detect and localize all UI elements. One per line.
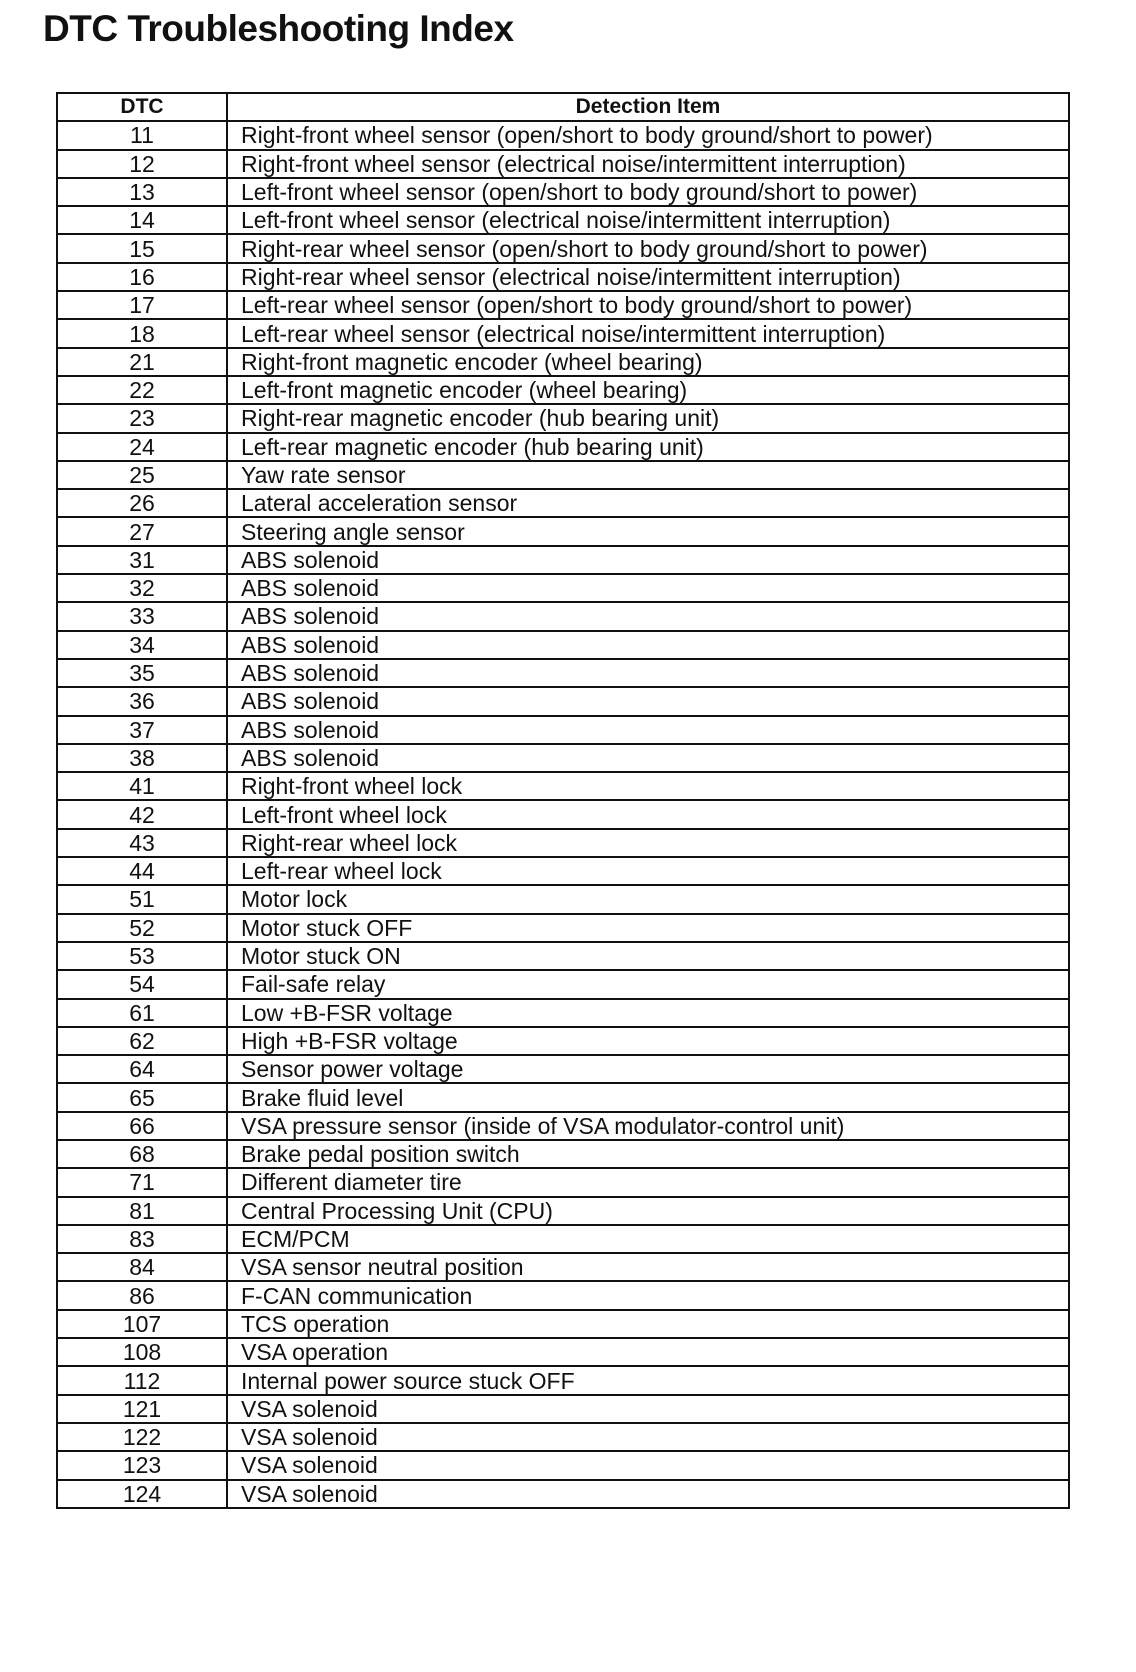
dtc-code-cell: 122 [57,1423,227,1451]
table-row [57,1253,1069,1281]
dtc-code-cell: 123 [57,1451,227,1479]
detection-item-cell: Internal power source stuck OFF [227,1366,1069,1394]
table-row [57,772,1069,800]
dtc-code-cell: 112 [57,1366,227,1394]
dtc-code-cell: 81 [57,1197,227,1225]
detection-item-cell: ABS solenoid [227,659,1069,687]
dtc-code-cell: 35 [57,659,227,687]
detection-item-cell: Right-rear wheel sensor (open/short to body ground/short to power) [227,234,1069,262]
dtc-code-cell: 44 [57,857,227,885]
detection-item-cell: ABS solenoid [227,574,1069,602]
table-row [57,999,1069,1027]
table-row [57,1225,1069,1253]
detection-item-cell: ABS solenoid [227,716,1069,744]
detection-item-column-header: Detection Item [227,93,1069,121]
table-row [57,404,1069,432]
detection-item-cell: ABS solenoid [227,687,1069,715]
table-row [57,1055,1069,1083]
dtc-code-cell: 37 [57,716,227,744]
table-row [57,291,1069,319]
dtc-code-cell: 121 [57,1395,227,1423]
detection-item-cell: Right-front wheel sensor (electrical noise/intermittent interruption) [227,150,1069,178]
detection-item-cell: Left-front wheel lock [227,800,1069,828]
table-body [57,121,1069,1508]
table-row [57,574,1069,602]
dtc-code-cell: 54 [57,970,227,998]
table-row [57,829,1069,857]
table-row [57,348,1069,376]
table-row [57,263,1069,291]
table-row [57,1451,1069,1479]
table-row [57,1197,1069,1225]
table-row [57,1281,1069,1309]
dtc-code-cell: 23 [57,404,227,432]
table-row [57,687,1069,715]
table-row [57,716,1069,744]
table-row [57,1140,1069,1168]
table-row [57,546,1069,574]
table-row [57,121,1069,149]
table-row [57,489,1069,517]
detection-item-cell: Brake pedal position switch [227,1140,1069,1168]
detection-item-cell: Brake fluid level [227,1083,1069,1111]
detection-item-cell: ABS solenoid [227,631,1069,659]
table-row [57,659,1069,687]
dtc-code-cell: 42 [57,800,227,828]
dtc-code-cell: 21 [57,348,227,376]
detection-item-cell: Central Processing Unit (CPU) [227,1197,1069,1225]
dtc-code-cell: 41 [57,772,227,800]
dtc-code-cell: 17 [57,291,227,319]
page-title: DTC Troubleshooting Index [43,8,514,49]
dtc-code-cell: 36 [57,687,227,715]
detection-item-cell: Right-front wheel lock [227,772,1069,800]
dtc-code-cell: 51 [57,885,227,913]
detection-item-cell: Right-front wheel sensor (open/short to body ground/short to power) [227,121,1069,149]
detection-item-cell: Right-rear magnetic encoder (hub bearing unit) [227,404,1069,432]
dtc-code-cell: 38 [57,744,227,772]
dtc-code-cell: 31 [57,546,227,574]
table-row [57,1083,1069,1111]
detection-item-cell: VSA solenoid [227,1395,1069,1423]
detection-item-cell: Motor lock [227,885,1069,913]
detection-item-cell: Left-front wheel sensor (electrical noise/intermittent interruption) [227,206,1069,234]
dtc-code-cell: 14 [57,206,227,234]
dtc-code-cell: 61 [57,999,227,1027]
dtc-code-cell: 124 [57,1480,227,1508]
dtc-code-cell: 18 [57,319,227,347]
dtc-code-cell: 62 [57,1027,227,1055]
table-row [57,800,1069,828]
dtc-code-cell: 65 [57,1083,227,1111]
dtc-code-cell: 11 [57,121,227,149]
detection-item-cell: Low +B-FSR voltage [227,999,1069,1027]
dtc-column-header: DTC [57,93,227,121]
detection-item-cell: High +B-FSR voltage [227,1027,1069,1055]
table-row [57,631,1069,659]
detection-item-cell: ABS solenoid [227,602,1069,630]
detection-item-cell: Left-rear wheel sensor (electrical noise/intermittent interruption) [227,319,1069,347]
detection-item-cell: Yaw rate sensor [227,461,1069,489]
detection-item-cell: Left-rear wheel sensor (open/short to body ground/short to power) [227,291,1069,319]
dtc-code-cell: 16 [57,263,227,291]
detection-item-cell: F-CAN communication [227,1281,1069,1309]
table-row [57,914,1069,942]
table-row [57,319,1069,347]
detection-item-cell: Sensor power voltage [227,1055,1069,1083]
table-row [57,857,1069,885]
detection-item-cell: VSA pressure sensor (inside of VSA modulator-control unit) [227,1112,1069,1140]
dtc-code-cell: 107 [57,1310,227,1338]
header-row [57,93,1069,121]
table-row [57,1480,1069,1508]
detection-item-cell: Steering angle sensor [227,517,1069,545]
detection-item-cell: Right-rear wheel lock [227,829,1069,857]
table-row [57,206,1069,234]
table-row [57,1310,1069,1338]
detection-item-cell: Different diameter tire [227,1168,1069,1196]
dtc-code-cell: 15 [57,234,227,262]
dtc-code-cell: 108 [57,1338,227,1366]
dtc-code-cell: 86 [57,1281,227,1309]
dtc-code-cell: 25 [57,461,227,489]
table-row [57,150,1069,178]
dtc-code-cell: 13 [57,178,227,206]
table-header [57,93,1069,121]
detection-item-cell: Left-front wheel sensor (open/short to body ground/short to power) [227,178,1069,206]
detection-item-cell: Right-rear wheel sensor (electrical noise/intermittent interruption) [227,263,1069,291]
detection-item-cell: Right-front magnetic encoder (wheel bearing) [227,348,1069,376]
dtc-table [56,92,1070,1509]
detection-item-cell: Fail-safe relay [227,970,1069,998]
detection-item-cell: Lateral acceleration sensor [227,489,1069,517]
table-row [57,1027,1069,1055]
table-row [57,178,1069,206]
table-row [57,602,1069,630]
detection-item-cell: ABS solenoid [227,744,1069,772]
dtc-code-cell: 52 [57,914,227,942]
dtc-code-cell: 71 [57,1168,227,1196]
table-row [57,461,1069,489]
dtc-code-cell: 34 [57,631,227,659]
detection-item-cell: Left-rear wheel lock [227,857,1069,885]
detection-item-cell: Left-front magnetic encoder (wheel bearing) [227,376,1069,404]
detection-item-cell: VSA operation [227,1338,1069,1366]
table-row [57,1168,1069,1196]
table-row [57,1338,1069,1366]
table-row [57,1366,1069,1394]
dtc-code-cell: 22 [57,376,227,404]
dtc-code-cell: 66 [57,1112,227,1140]
table-row [57,234,1069,262]
detection-item-cell: Motor stuck ON [227,942,1069,970]
table-row [57,885,1069,913]
dtc-code-cell: 83 [57,1225,227,1253]
dtc-code-cell: 84 [57,1253,227,1281]
detection-item-cell: Left-rear magnetic encoder (hub bearing unit) [227,433,1069,461]
detection-item-cell: ABS solenoid [227,546,1069,574]
table-row [57,1423,1069,1451]
detection-item-cell: TCS operation [227,1310,1069,1338]
dtc-code-cell: 53 [57,942,227,970]
dtc-code-cell: 26 [57,489,227,517]
table-row [57,1112,1069,1140]
table-row [57,942,1069,970]
table-row [57,376,1069,404]
detection-item-cell: VSA solenoid [227,1451,1069,1479]
dtc-code-cell: 64 [57,1055,227,1083]
dtc-code-cell: 27 [57,517,227,545]
dtc-code-cell: 43 [57,829,227,857]
detection-item-cell: VSA sensor neutral position [227,1253,1069,1281]
dtc-code-cell: 68 [57,1140,227,1168]
detection-item-cell: VSA solenoid [227,1480,1069,1508]
table-row [57,517,1069,545]
table-row [57,970,1069,998]
dtc-code-cell: 32 [57,574,227,602]
detection-item-cell: VSA solenoid [227,1423,1069,1451]
dtc-code-cell: 12 [57,150,227,178]
detection-item-cell: ECM/PCM [227,1225,1069,1253]
dtc-code-cell: 24 [57,433,227,461]
dtc-code-cell: 33 [57,602,227,630]
detection-item-cell: Motor stuck OFF [227,914,1069,942]
table-row [57,433,1069,461]
table-row [57,744,1069,772]
table-row [57,1395,1069,1423]
